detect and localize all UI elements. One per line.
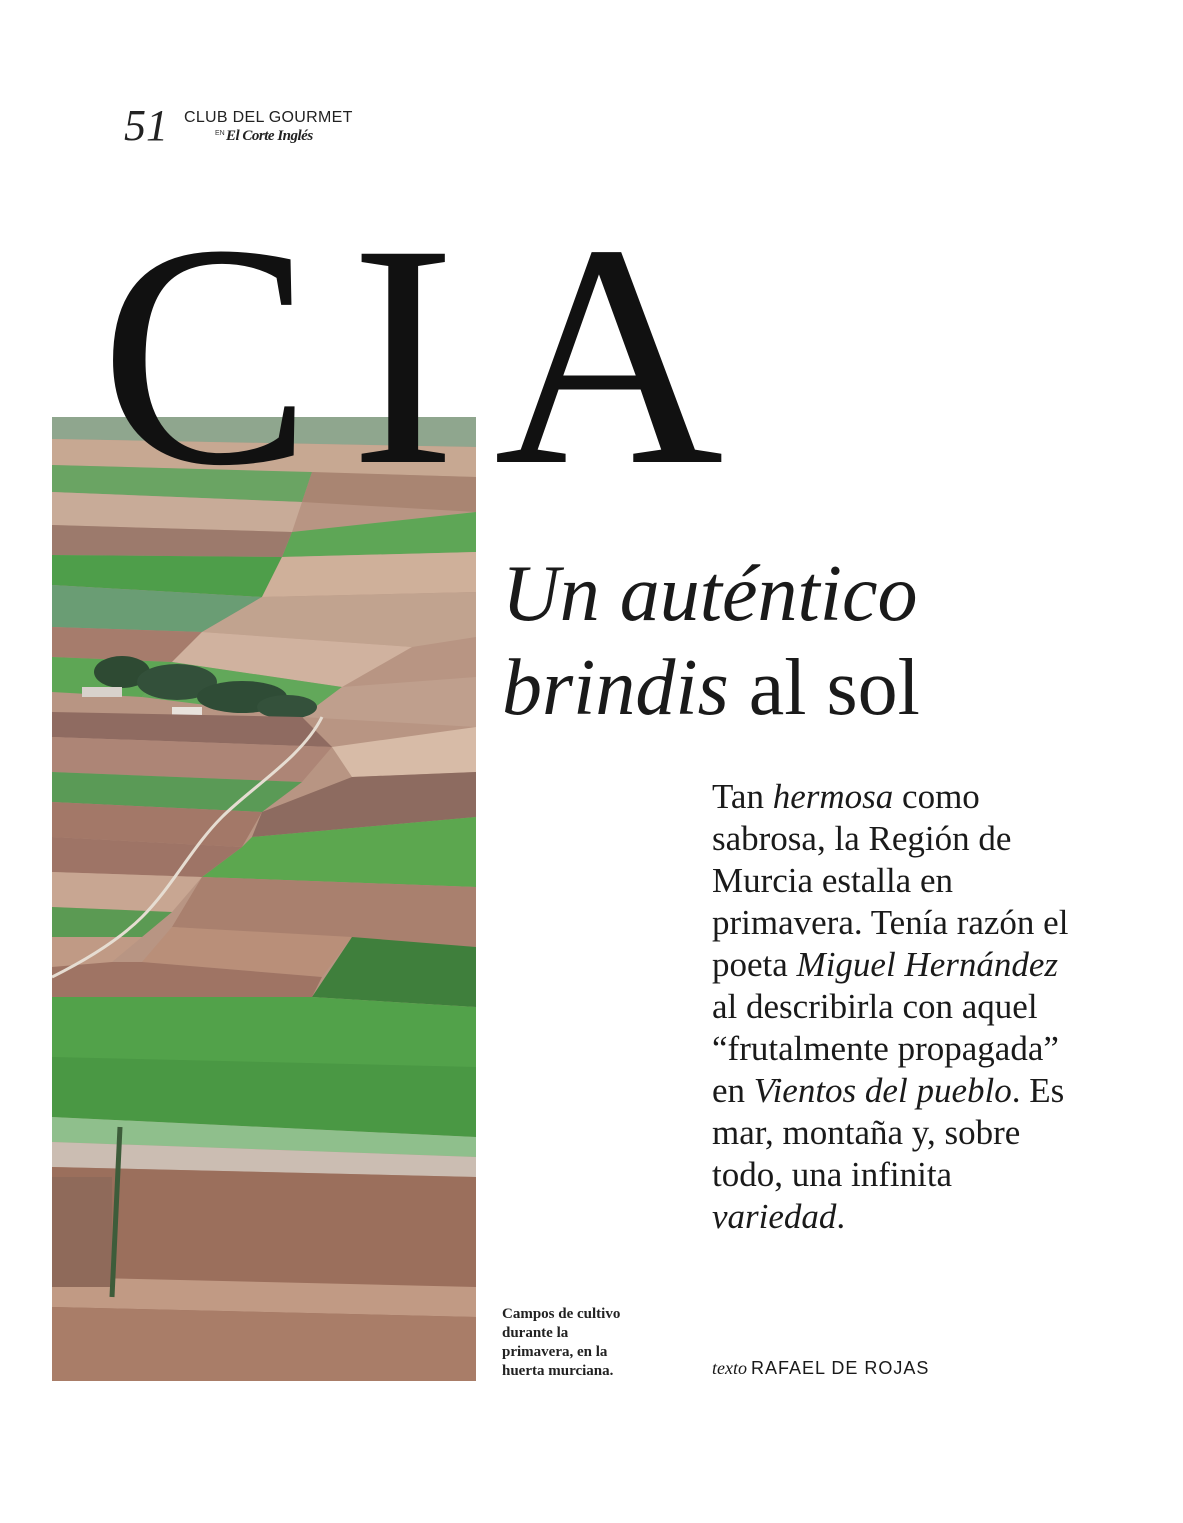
lead-text-2: como sabrosa, la Región de Murcia estalla en primavera. Tenía razón el poeta — [712, 777, 1069, 984]
title-letters — [100, 150, 860, 490]
lead-text-3: al describirla con aquel “frutalmente propagada” en — [712, 987, 1059, 1110]
lead-paragraph — [712, 776, 1072, 1238]
lead-text-5: . — [836, 1197, 846, 1236]
page-number: 51 — [124, 101, 168, 150]
brand-logo: El Corte Inglés — [226, 128, 313, 144]
lead-text-4: . Es mar, montaña y, sobre todo, una infinita — [712, 1071, 1065, 1194]
lead-italic-3: Vientos del pueblo — [753, 1071, 1012, 1110]
headline-line2-italic: brindis — [502, 643, 729, 732]
photo-caption: Campos de cultivo durante la primavera, en la huerta murciana. — [502, 1306, 621, 1379]
headline-line1: Un auténtico — [502, 550, 918, 638]
lead-text-1: Tan — [712, 777, 773, 816]
lead-italic-1: hermosa — [772, 777, 894, 816]
byline-label: texto — [712, 1358, 747, 1378]
lead-italic-4: variedad — [712, 1197, 837, 1236]
lead-italic-2: Miguel Hernández — [796, 945, 1059, 984]
byline-author: RAFAEL DE ROJAS — [750, 1358, 930, 1378]
byline — [712, 1358, 929, 1379]
aerial-fields-photo — [52, 417, 476, 1381]
brand-name: CLUB DEL GOURMET — [184, 109, 353, 126]
headline-line2-rest: al sol — [728, 643, 920, 732]
title-letters-text: CIA — [100, 179, 762, 490]
headline — [502, 548, 920, 735]
brand-sub: EN — [215, 130, 225, 137]
